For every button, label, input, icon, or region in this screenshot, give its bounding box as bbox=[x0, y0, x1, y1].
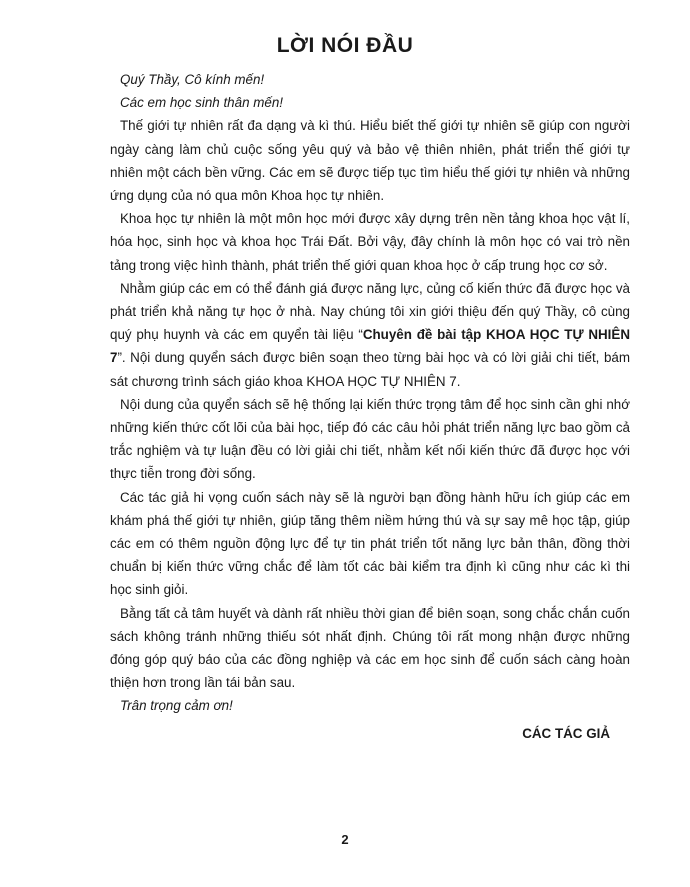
preface-body bbox=[110, 68, 630, 745]
closing-thanks: Trân trọng cảm ơn! bbox=[120, 698, 233, 714]
page-number: 2 bbox=[341, 832, 349, 847]
paragraph-hope: Các tác giả hi vọng cuốn sách này sẽ là người bạn đồng hành hữu ích giúp các em khám phá thế giới tự nhiên, giúp tăng thêm niềm hứng thú và sự say mê học tập, giúp các em có thêm nguồn động lực để tự tin phát triển tốt năng lực bản thân, đồng thời chuẩn bị kiến thức vững chắc để làm tốt các bài kiểm tra định kì cũng như các kì thi học sinh giỏi. bbox=[110, 489, 630, 598]
paragraph-intro: Thế giới tự nhiên rất đa dạng và kì thú. Hiểu biết thế giới tự nhiên sẽ giúp con người ngày càng làm chủ cuộc sống yêu quý và bảo vệ thiên nhiên, phát triển thế giới tự nhiên một cách bền vững. Các em sẽ được tiếp tục tìm hiểu thế giới tự nhiên và những ứng dụng của nó qua môn Khoa học tự nhiên. bbox=[110, 118, 630, 204]
book-title-bold: Chuyên đề bài tập KHOA HỌC TỰ NHIÊN 7 bbox=[110, 327, 630, 366]
salutation-students: Các em học sinh thân mến! bbox=[120, 95, 284, 111]
salutation-teachers: Quý Thầy, Cô kính mến! bbox=[120, 72, 265, 87]
page-title: LỜI NÓI ĐẦU bbox=[276, 34, 414, 57]
paragraph-text-before: Nhằm giúp các em có thể đánh giá được năng lực, củng cố kiến thức đã được học và phát triển khả năng tự học ở nhà. Nay chúng tôi xin giới thiệu đến quý Thầy, cô cùng quý phụ huynh và các em quyển tài liệu “ bbox=[110, 280, 630, 343]
paragraph-text-after: ”. Nội dung quyển sách được biên soạn theo từng bài học và có lời giải chi tiết, bám sát chương trình sách giáo khoa KHOA HỌC TỰ NHIÊN 7. bbox=[110, 350, 630, 389]
paragraph-content: Nội dung của quyển sách sẽ hệ thống lại kiến thức trọng tâm để học sinh cần ghi nhớ những kiến thức cốt lõi của bài học, tiếp đó các câu hỏi phát triển năng lực bao gồm cả trắc nghiệm và tự luận đều có lời giải chi tiết, nhằm kết nối kiến thức đã được học với thực tiễn trong đời sống. bbox=[110, 396, 630, 482]
paragraph-subject: Khoa học tự nhiên là một môn học mới được xây dựng trên nền tảng khoa học vật lí, hóa học, sinh học và khoa học Trái Đất. Bởi vậy, đây chính là môn học có vai trò nền tảng trong việc hình thành, phát triển thế giới quan khoa học ở cấp trung học cơ sở. bbox=[110, 211, 630, 273]
author-signature: CÁC TÁC GIẢ bbox=[522, 725, 610, 741]
paragraph-book-introduction bbox=[110, 277, 630, 393]
paragraph-feedback: Bằng tất cả tâm huyết và dành rất nhiều thời gian để biên soạn, song chắc chắn cuốn sách không tránh những thiếu sót nhất định. Chúng tôi rất mong nhận được những đóng góp quý báo của các đồng nghiệp và các em học sinh để cuốn sách càng hoàn thiện hơn trong lần tái bản sau. bbox=[110, 605, 630, 691]
